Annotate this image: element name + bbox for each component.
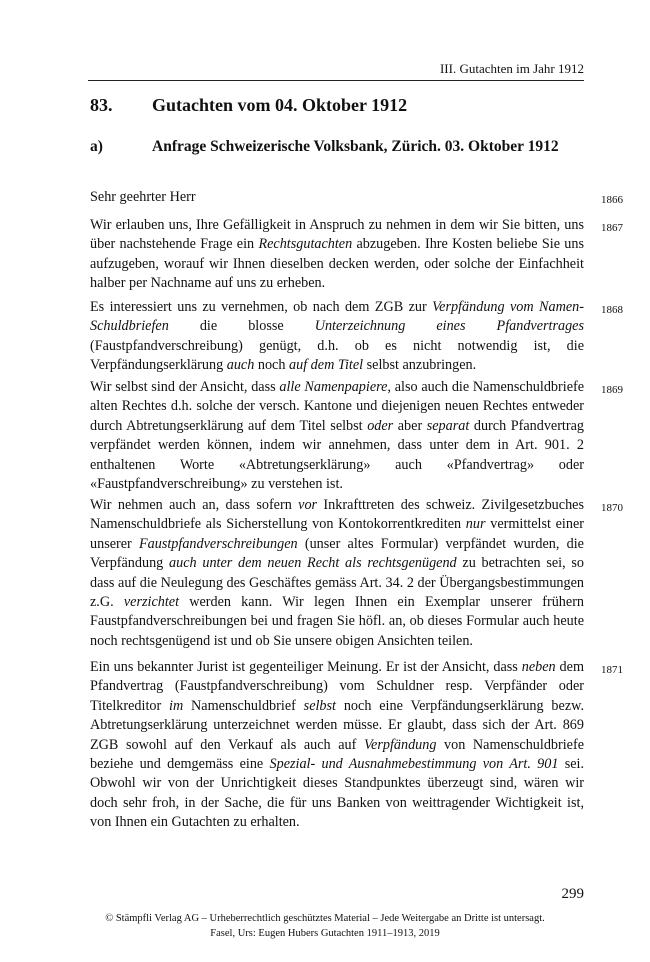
text-run: die blosse <box>168 318 315 335</box>
citation-line: Fasel, Urs: Eugen Hubers Gutachten 1911–1913, 2019 <box>210 928 440 939</box>
text-run: , also auch die Namenschuldbriefe alten Rechtes d.h. solche der versch. Kantone und diejenigen neuen Rechtes entweder durch Abtretungserklärung auf dem Titel selbst <box>90 379 585 434</box>
text-run: durch Pfandvertrag verpfändet werden können, indem wir annehmen, dass unter dem in Art. 901. 2 enthaltenen Worte «Abtretungserklärung» auch «Pfandvertrag» oder «Faustpfandverschreibung» zu verstehen ist. <box>90 417 584 493</box>
italic-text: alle Namenpapiere <box>279 379 388 395</box>
section-number: 83. <box>90 95 113 115</box>
paragraph-bank-view <box>90 378 584 494</box>
paragraph-assumption <box>90 496 584 651</box>
italic-text: oder <box>367 417 394 434</box>
italic-text: Spezial- und Ausnahmebestimmung von Art. 901 <box>269 756 559 773</box>
margin-number: 1870 <box>601 502 623 514</box>
subsection-label: a) <box>90 138 103 155</box>
italic-text: selbst <box>303 697 336 714</box>
text-run: abzugeben. Ihre Kosten beliebe Sie uns aufzugeben, worauf wir Ihnen dieselben decken werden, oder solche der Einfachheit halber per Nachname auf uns zu erheben. <box>90 236 584 292</box>
text-run: Wir erlauben uns, Ihre Gefälligkeit in Anspruch zu nehmen in dem wir Sie bitten, uns über nachstehende Frage ein <box>90 217 584 253</box>
italic-text: vor <box>298 497 318 513</box>
text-run: werden kann. Wir legen Ihnen ein Exemplar unserer frühern Faustpfandverschreibungen bei und fragen Sie höfl. an, ob dieses Formular auch heute noch rechtsgenügend ist und ob Sie unsere obigen Ansichten teilen. <box>90 594 585 649</box>
italic-text: nur <box>465 516 486 533</box>
text-run: zu betrachten sei, so dass auf die Neulegung des Geschäftes gemäss Art. 34. 2 der Übergangsbestimmungen z.G. <box>90 555 585 611</box>
text-run: Inkrafttreten des schweiz. Zivilgesetzbuches Namenschuldbriefe als Sicherstellung von Kontokorrentkrediten <box>90 497 584 533</box>
italic-text: im <box>169 697 184 714</box>
italic-text: verzichtet <box>123 594 180 611</box>
italic-text: Faustpfandverschreibungen <box>138 535 298 552</box>
italic-text: Rechtsgutachten <box>258 236 353 253</box>
subsection-title: Anfrage Schweizerische Volksbank, Zürich. 03. Oktober 1912 <box>152 138 559 155</box>
section-title: Gutachten vom 04. Oktober 1912 <box>152 95 408 115</box>
italic-text: separat <box>426 417 470 434</box>
paragraph-request <box>90 216 584 294</box>
italic-text: auf dem Titel <box>289 357 364 374</box>
text-run: Wir selbst sind der Ansicht, dass <box>90 379 280 395</box>
text-run: aber <box>393 417 427 434</box>
margin-number: 1867 <box>601 222 623 234</box>
text-run: noch <box>254 357 289 374</box>
text-run: dem Pfandvertrag (Faustpfandverschreibung) vom Schuldner resp. Verpfänder oder Titelkreditor <box>90 659 584 714</box>
italic-text: Verpfändung vom Namen-Schuldbriefen <box>90 299 584 335</box>
paragraph-question <box>90 298 584 376</box>
margin-number: 1871 <box>601 664 623 676</box>
italic-text: neben <box>521 659 556 675</box>
margin-number: 1866 <box>601 194 623 206</box>
text-run: noch eine Verpfändungserklärung bezw. Abtretungserklärung unterzeichnet werden müsse. Er glaubt, dass sich der Art. 869 ZGB sowohl auf den Verkauf als auch auf <box>90 697 584 753</box>
text-run: Es interessiert uns zu vernehmen, ob nach dem ZGB zur <box>90 299 433 315</box>
header-rule <box>88 80 584 81</box>
italic-text: auch unter dem neuen Recht als rechtsgenügend <box>169 555 457 572</box>
text-run: Ein uns bekannter Jurist ist gegenteiliger Meinung. Er ist der Ansicht, dass <box>90 659 522 675</box>
paragraph-counter-opinion <box>90 658 584 833</box>
italic-text: Unterzeichnung eines Pfandvertrages <box>314 318 585 335</box>
text-run: Wir nehmen auch an, dass sofern <box>90 497 299 513</box>
text-run: Sehr geehrter Herr <box>90 189 196 205</box>
text-run: von Namenschuldbriefe beziehe und demgemäss eine <box>90 736 584 773</box>
paragraph-salutation <box>90 188 584 207</box>
margin-number: 1868 <box>601 304 623 316</box>
text-run: sei. Obwohl wir von der Unrichtigkeit dieses Standpunktes überzeugt sind, wären wir doch sehr froh, in der Sache, die für uns Banken von weittragender Wichtigkeit ist, von Ihnen ein Gutachten zu erhalten. <box>90 756 585 831</box>
text-run: (unser altes Formular) verpfändet wurden, die Verpfändung <box>90 535 584 572</box>
italic-text: Verpfändung <box>363 736 437 753</box>
text-run: Namenschuldbrief <box>183 697 304 714</box>
margin-number: 1869 <box>601 384 623 396</box>
running-head: III. Gutachten im Jahr 1912 <box>439 61 584 76</box>
page-number: 299 <box>561 886 584 902</box>
italic-text: auch <box>226 357 255 374</box>
copyright-notice: © Stämpfli Verlag AG – Urheberrechtlich geschütztes Material – Jede Weitergabe an Dritte ist untersagt. <box>105 913 545 924</box>
text-run: (Faustpfandverschreibung) genügt, d.h. ob es nicht notwendig ist, die Verpfändungserklärung <box>90 337 584 374</box>
text-run: vermittelst einer unserer <box>90 516 584 552</box>
text-run: selbst anzubringen. <box>363 357 477 374</box>
